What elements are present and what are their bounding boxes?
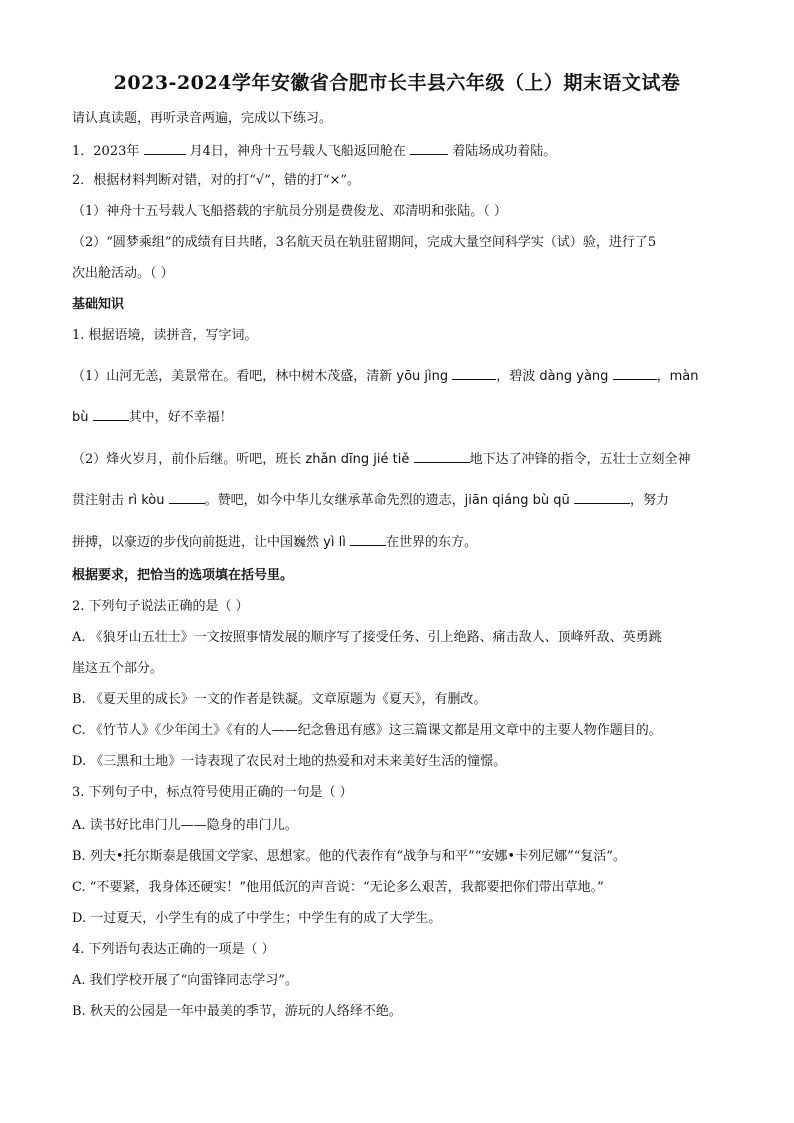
answer-blank[interactable] (452, 367, 496, 380)
basics-paragraph-1-line-2: bù 其中，好不幸福！ (72, 410, 233, 425)
choice-option-3-d: D. 一过夏天，小学生有的成了中学生；中学生有的成了大学生。 (72, 911, 442, 926)
pinyin-text: màn (669, 369, 699, 384)
answer-blank[interactable] (574, 491, 630, 504)
pinyin-text: jiān qiáng bù qū (464, 493, 570, 508)
listening-intro: 请认真读题，再听录音两遍，完成以下练习。 (72, 111, 333, 126)
choice-question-4: 4. 下列语句表达正确的一项是（ ） (72, 942, 275, 957)
listening-question-1: 1．2023年 月4日，神舟十五号载人飞船返回舱在 着陆场成功着陆。 (72, 144, 557, 159)
listening-question-2-2: （2）“圆梦乘组”的成绩有目共睹，3名航天员在轨驻留期间，完成大量空间科学实（试）验，进行了5 (72, 235, 657, 250)
answer-blank[interactable] (144, 142, 186, 155)
answer-blank[interactable] (613, 367, 657, 380)
basics-paragraph-2-line-1: （2）烽火岁月，前仆后继。听吧，班长 zhǎn dīng jié tiě 地下达了冲锋的指令，五壮士立刻全神 (72, 452, 691, 467)
pinyin-text: yì lì (323, 535, 346, 550)
section-heading-choice: 根据要求，把恰当的选项填在括号里。 (72, 568, 294, 583)
choice-option-2-d: D. 《三黑和土地》一诗表现了农民对土地的热爱和对未来美好生活的憧憬。 (72, 754, 507, 769)
answer-blank[interactable] (169, 491, 205, 504)
pinyin-text: dàng yàng (539, 369, 609, 384)
exam-title: 2023-2024学年安徽省合肥市长丰县六年级（上）期末语文试卷 (113, 72, 681, 94)
basics-paragraph-1-line-1: （1）山河无恙，美景常在。看吧，林中树木茂盛，清新 yōu jìng ，碧波 dàng yàng ，màn (72, 369, 699, 384)
pinyin-text: bù (72, 410, 89, 425)
choice-option-3-a: A. 读书好比串门儿——隐身的串门儿。 (72, 818, 298, 833)
pinyin-text: rì kòu (128, 493, 165, 508)
choice-question-2: 2. 下列句子说法正确的是（ ） (72, 599, 249, 614)
choice-option-2-b: B. 《夏天里的成长》一文的作者是铁凝。文章原题为《夏天》，有删改。 (72, 692, 487, 707)
basics-paragraph-2-line-3: 拼搏，以豪迈的步伐向前挺进，让中国巍然 yì lì 在世界的东方。 (72, 535, 477, 550)
section-heading-basics: 基础知识 (72, 297, 125, 312)
choice-option-3-c: C. “不要紧，我身体还硬实！”他用低沉的声音说：“无论多么艰苦，我都要把你们带出草地。” (72, 880, 604, 895)
choice-option-3-b: B. 列夫•托尔斯泰是俄国文学家、思想家。他的代表作有“战争与和平”“安娜•卡列尼娜”“复活”。 (72, 849, 627, 864)
listening-question-2-1: （1）神舟十五号载人飞船搭载的宇航员分别是费俊龙、邓清明和张陆。（ ） (72, 204, 507, 219)
pinyin-text: yōu jìng (396, 369, 449, 384)
listening-question-2-2-cont: 次出舱活动。（ ） (72, 266, 174, 281)
choice-question-3: 3. 下列句子中，标点符号使用正确的一句是（ ） (72, 785, 353, 800)
choice-option-4-b: B. 秋天的公园是一年中最美的季节，游玩的人络绎不绝。 (72, 1004, 402, 1019)
basics-paragraph-2-line-2: 贯注射击 rì kòu 。赞吧，如今中华儿女继承革命先烈的遗志，jiān qiáng bù qū ，努力 (72, 493, 669, 508)
pinyin-text: zhǎn dīng jié tiě (305, 452, 410, 467)
choice-option-2-c: C. 《竹节人》《少年闰土》《有的人——纪念鲁迅有感》这三篇课文都是用文章中的主要人物作题目的。 (72, 723, 662, 738)
choice-option-2-a: A. 《狼牙山五壮士》一文按照事情发展的顺序写了接受任务、引上绝路、痛击敌人、顶峰歼敌、英勇跳 (72, 630, 662, 645)
answer-blank[interactable] (410, 142, 448, 155)
basics-question-1: 1. 根据语境，读拼音，写字词。 (72, 328, 258, 343)
choice-option-2-a-cont: 崖这五个部分。 (72, 661, 164, 676)
answer-blank[interactable] (414, 450, 470, 463)
answer-blank[interactable] (350, 533, 386, 546)
listening-question-2: 2．根据材料判断对错，对的打“√”，错的打“×”。 (72, 173, 361, 188)
answer-blank[interactable] (93, 408, 129, 421)
choice-option-4-a: A. 我们学校开展了“向雷锋同志学习”。 (72, 973, 298, 988)
